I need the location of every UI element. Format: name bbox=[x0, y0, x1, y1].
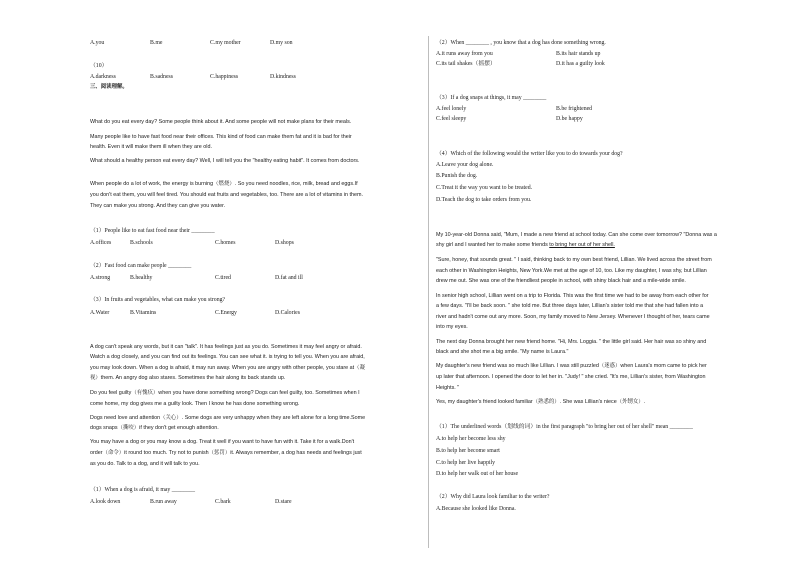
left-column bbox=[90, 0, 420, 562]
q3b-option-c[interactable]: C.feel sleepy bbox=[436, 116, 467, 122]
passage2-line: You may have a dog or you may know a dog. Treat it well if you want to have fun with it. Take it for a walk.Don't bbox=[90, 439, 355, 445]
passage1-line: health. Even it will make them ill when they are old. bbox=[90, 144, 212, 150]
q10-option-d[interactable]: D.kindness bbox=[270, 74, 296, 80]
q2-option-c[interactable]: C.tired bbox=[215, 275, 231, 281]
q3b-stem: （3）If a dog snaps at things, it may ________ bbox=[436, 95, 547, 101]
q2b-option-d[interactable]: D.it has a guilty look bbox=[556, 61, 605, 67]
q3b-option-b[interactable]: B.be frightened bbox=[556, 106, 593, 112]
q1b-option-a[interactable]: A.look down bbox=[90, 499, 121, 505]
passage2-line: 视）them. An angry dog also stares. Sometimes the hair along its back stands up. bbox=[90, 375, 286, 381]
q10-option-b[interactable]: B.sadness bbox=[150, 74, 174, 80]
q4b-stem: （4）Which of the following would the writer like you to do towards your dog? bbox=[436, 151, 623, 157]
passage2-line: Dogs need love and attention（关心）. Some dogs are very unhappy when they are left alone for a long time.Some bbox=[90, 415, 366, 421]
passage1-line: What do you eat every day? Some people think about it. And some people will not make plans for their meals. bbox=[90, 119, 352, 125]
passage3-text: shy girl and I wanted her to make some friends bbox=[436, 242, 550, 248]
right-column bbox=[436, 0, 772, 562]
q10-option-a[interactable]: A.darkness bbox=[90, 74, 116, 80]
q1b-stem: （1）When a dog is afraid, it may ________ bbox=[90, 487, 195, 493]
passage3-line: each other in Washington Heights, New York.We met at the age of 10, too. Like my daughter, I was shy, but Lillian bbox=[436, 268, 707, 274]
column-divider bbox=[428, 36, 429, 548]
q1-stem: （1）People like to eat fast food near their ________ bbox=[90, 228, 215, 234]
q1c-option-c[interactable]: C.to help her live happily bbox=[436, 460, 496, 466]
q1-option-b[interactable]: B.schools bbox=[130, 240, 153, 246]
q4b-option-c[interactable]: C.Treat it the way you want to be treated. bbox=[436, 185, 533, 191]
passage2-line: you may look down. When a dog is afraid, it may run away. When you are angry with other people, you stare at（凝 bbox=[90, 365, 365, 371]
q4b-option-b[interactable]: B.Punish the dog. bbox=[436, 173, 478, 179]
passage3-line: My daughter's new friend was so much like Lillian. I was still puzzled（迷惑）when Laura's mom came to pick her bbox=[436, 363, 707, 369]
passage1-line: you don't eat them, you will feel tired. You should eat fruits and vegetables, too. There are a lot of vitamins in them. bbox=[90, 192, 364, 198]
passage3-line: a few days. "I'll be back soon. " she told me. But three days later, Lillian's sister told me that she had fallen into a bbox=[436, 303, 704, 309]
passage2-line: Do you feel guilty（有愧疚）when you have done something wrong? Dogs can feel guilty, too. Sometimes when I bbox=[90, 390, 360, 396]
q3-stem: （3）In fruits and vegetables, what can make you strong? bbox=[90, 297, 226, 303]
q9-option-b[interactable]: B.me bbox=[150, 40, 163, 46]
passage3-line bbox=[436, 242, 615, 249]
passage2-line: come home, my dog gives me a guilty look. Then I know he has done something wrong. bbox=[90, 401, 300, 407]
q2b-stem: （2）When ________ , you know that a dog has done something wrong. bbox=[436, 40, 606, 46]
q1-option-d[interactable]: D.shops bbox=[275, 240, 294, 246]
q2-option-b[interactable]: B.healthy bbox=[130, 275, 153, 281]
q4b-option-d[interactable]: D.Teach the dog to take orders from you. bbox=[436, 197, 532, 203]
passage3-line: In senior high school, Lillian went on a trip to Florida. This was the first time we had to be away from each other for bbox=[436, 293, 709, 299]
q1-option-c[interactable]: C.homes bbox=[215, 240, 236, 246]
section-heading: 三、阅读理解。 bbox=[90, 84, 128, 90]
passage3-line: drew me out. She was one of the friendliest people in school, with shiny black hair and a mile-wide smile. bbox=[436, 278, 686, 284]
q2b-option-c[interactable]: C.its tail shakes（摇摆） bbox=[436, 61, 496, 67]
q10-label: （10） bbox=[90, 63, 108, 69]
q1c-option-a[interactable]: A.to help her become less shy bbox=[436, 436, 506, 442]
q3b-option-d[interactable]: D.be happy bbox=[556, 116, 583, 122]
q1-option-a[interactable]: A.offices bbox=[90, 240, 112, 246]
q3b-option-a[interactable]: A.feel lonely bbox=[436, 106, 467, 112]
q3-option-d[interactable]: D.Calories bbox=[275, 310, 300, 316]
q1c-option-d[interactable]: D.to help her walk out of her house bbox=[436, 471, 519, 477]
q1b-option-b[interactable]: B.run away bbox=[150, 499, 177, 505]
q1c-option-b[interactable]: B.to help her become smart bbox=[436, 448, 500, 454]
underlined-phrase: to bring her out of her shell. bbox=[549, 242, 615, 248]
q9-option-d[interactable]: D.my son bbox=[270, 40, 293, 46]
q9-option-a[interactable]: A.you bbox=[90, 40, 105, 46]
q1b-option-c[interactable]: C.bark bbox=[215, 499, 231, 505]
passage2-line: dogs snaps（撕咬）if they don't get enough attention. bbox=[90, 425, 219, 431]
passage3-line: Heights. " bbox=[436, 385, 460, 391]
q2b-option-b[interactable]: B.its hair stands up bbox=[556, 51, 601, 57]
passage1-line: What should a healthy person eat every day? Well, I will tell you the "healthy eating habit". It comes from doctors. bbox=[90, 158, 360, 164]
passage3-line: river and hadn't come out any more. Soon, my family moved to New Jersey. Whenever I thought of her, tears came bbox=[436, 314, 710, 320]
passage2-line: as you do. Talk to a dog, and it will talk to you. bbox=[90, 461, 200, 467]
passage3-line: Yes, my daughter's friend looked familiar（熟悉的）. She was Lillian's niece（外甥女）. bbox=[436, 399, 646, 405]
q9-option-c[interactable]: C.my mother bbox=[210, 40, 241, 46]
passage2-line: order（命令）it round too much. Try not to punish（惩罚）it. Always remember, a dog has needs and feelings just bbox=[90, 450, 362, 456]
passage3-line: black and she shot me a big smile. "My name is Laura." bbox=[436, 349, 569, 355]
passage3-line: My 10-year-old Donna said, "Mum, I made a new friend at school today. Can she come over tomorrow? "Donna was a bbox=[436, 232, 717, 238]
q2-option-d[interactable]: D.fat and ill bbox=[275, 275, 303, 281]
passage3-line: into my eyes. bbox=[436, 324, 468, 330]
q2-stem: （2）Fast food can make people ________ bbox=[90, 263, 192, 269]
q2c-option-a[interactable]: A.Because she looked like Donna. bbox=[436, 506, 516, 512]
q1c-stem: （1）The underlined words（划线的词）in the first paragraph "to bring her out of her shell" mean ________ bbox=[436, 424, 693, 430]
passage3-line: "Sure, honey, that sounds great. " I said, thinking back to my own best friend, Lillian. We lived across the street from bbox=[436, 257, 712, 263]
q1b-option-d[interactable]: D.stare bbox=[275, 499, 292, 505]
passage3-line: The next day Donna brought her new friend home. "Hi, Mrs. Loggia. " the little girl said. Her hair was so shiny and bbox=[436, 339, 707, 345]
q2c-stem: （2）Why did Laura look familiar to the writer? bbox=[436, 494, 550, 500]
q4b-option-a[interactable]: A.Leave your dog alone. bbox=[436, 162, 494, 168]
q10-option-c[interactable]: C.happiness bbox=[210, 74, 239, 80]
q2-option-a[interactable]: A.strong bbox=[90, 275, 111, 281]
passage2-line: A dog can't speak any words, but it can "talk". It has feelings just as you do. Sometimes it may feel angry or afraid. bbox=[90, 344, 362, 350]
passage1-line: They can make you strong. And they can give you water. bbox=[90, 203, 226, 209]
passage2-line: Watch a dog closely, and you can find out its feelings. You can see what it. is trying to tell you. When you are afraid, bbox=[90, 354, 365, 360]
passage1-line: When people do a lot of work, the energy is burning（燃烧）. So you need noodles, rice, milk, bread and eggs.If bbox=[90, 181, 358, 187]
q3-option-c[interactable]: C.Energy bbox=[215, 310, 237, 316]
passage1-line: Many people like to have fast food near their offices. This kind of food can make them fat and it is bad for their bbox=[90, 134, 352, 140]
q3-option-b[interactable]: B.Vitamins bbox=[130, 310, 157, 316]
q2b-option-a[interactable]: A.it runs away from you bbox=[436, 51, 493, 57]
passage3-line: up later that afternoon. I opened the door to let her in. "Judy! " she cried. "It's me, Lillian's sister, from Washington bbox=[436, 374, 706, 380]
q3-option-a[interactable]: A.Water bbox=[90, 310, 110, 316]
